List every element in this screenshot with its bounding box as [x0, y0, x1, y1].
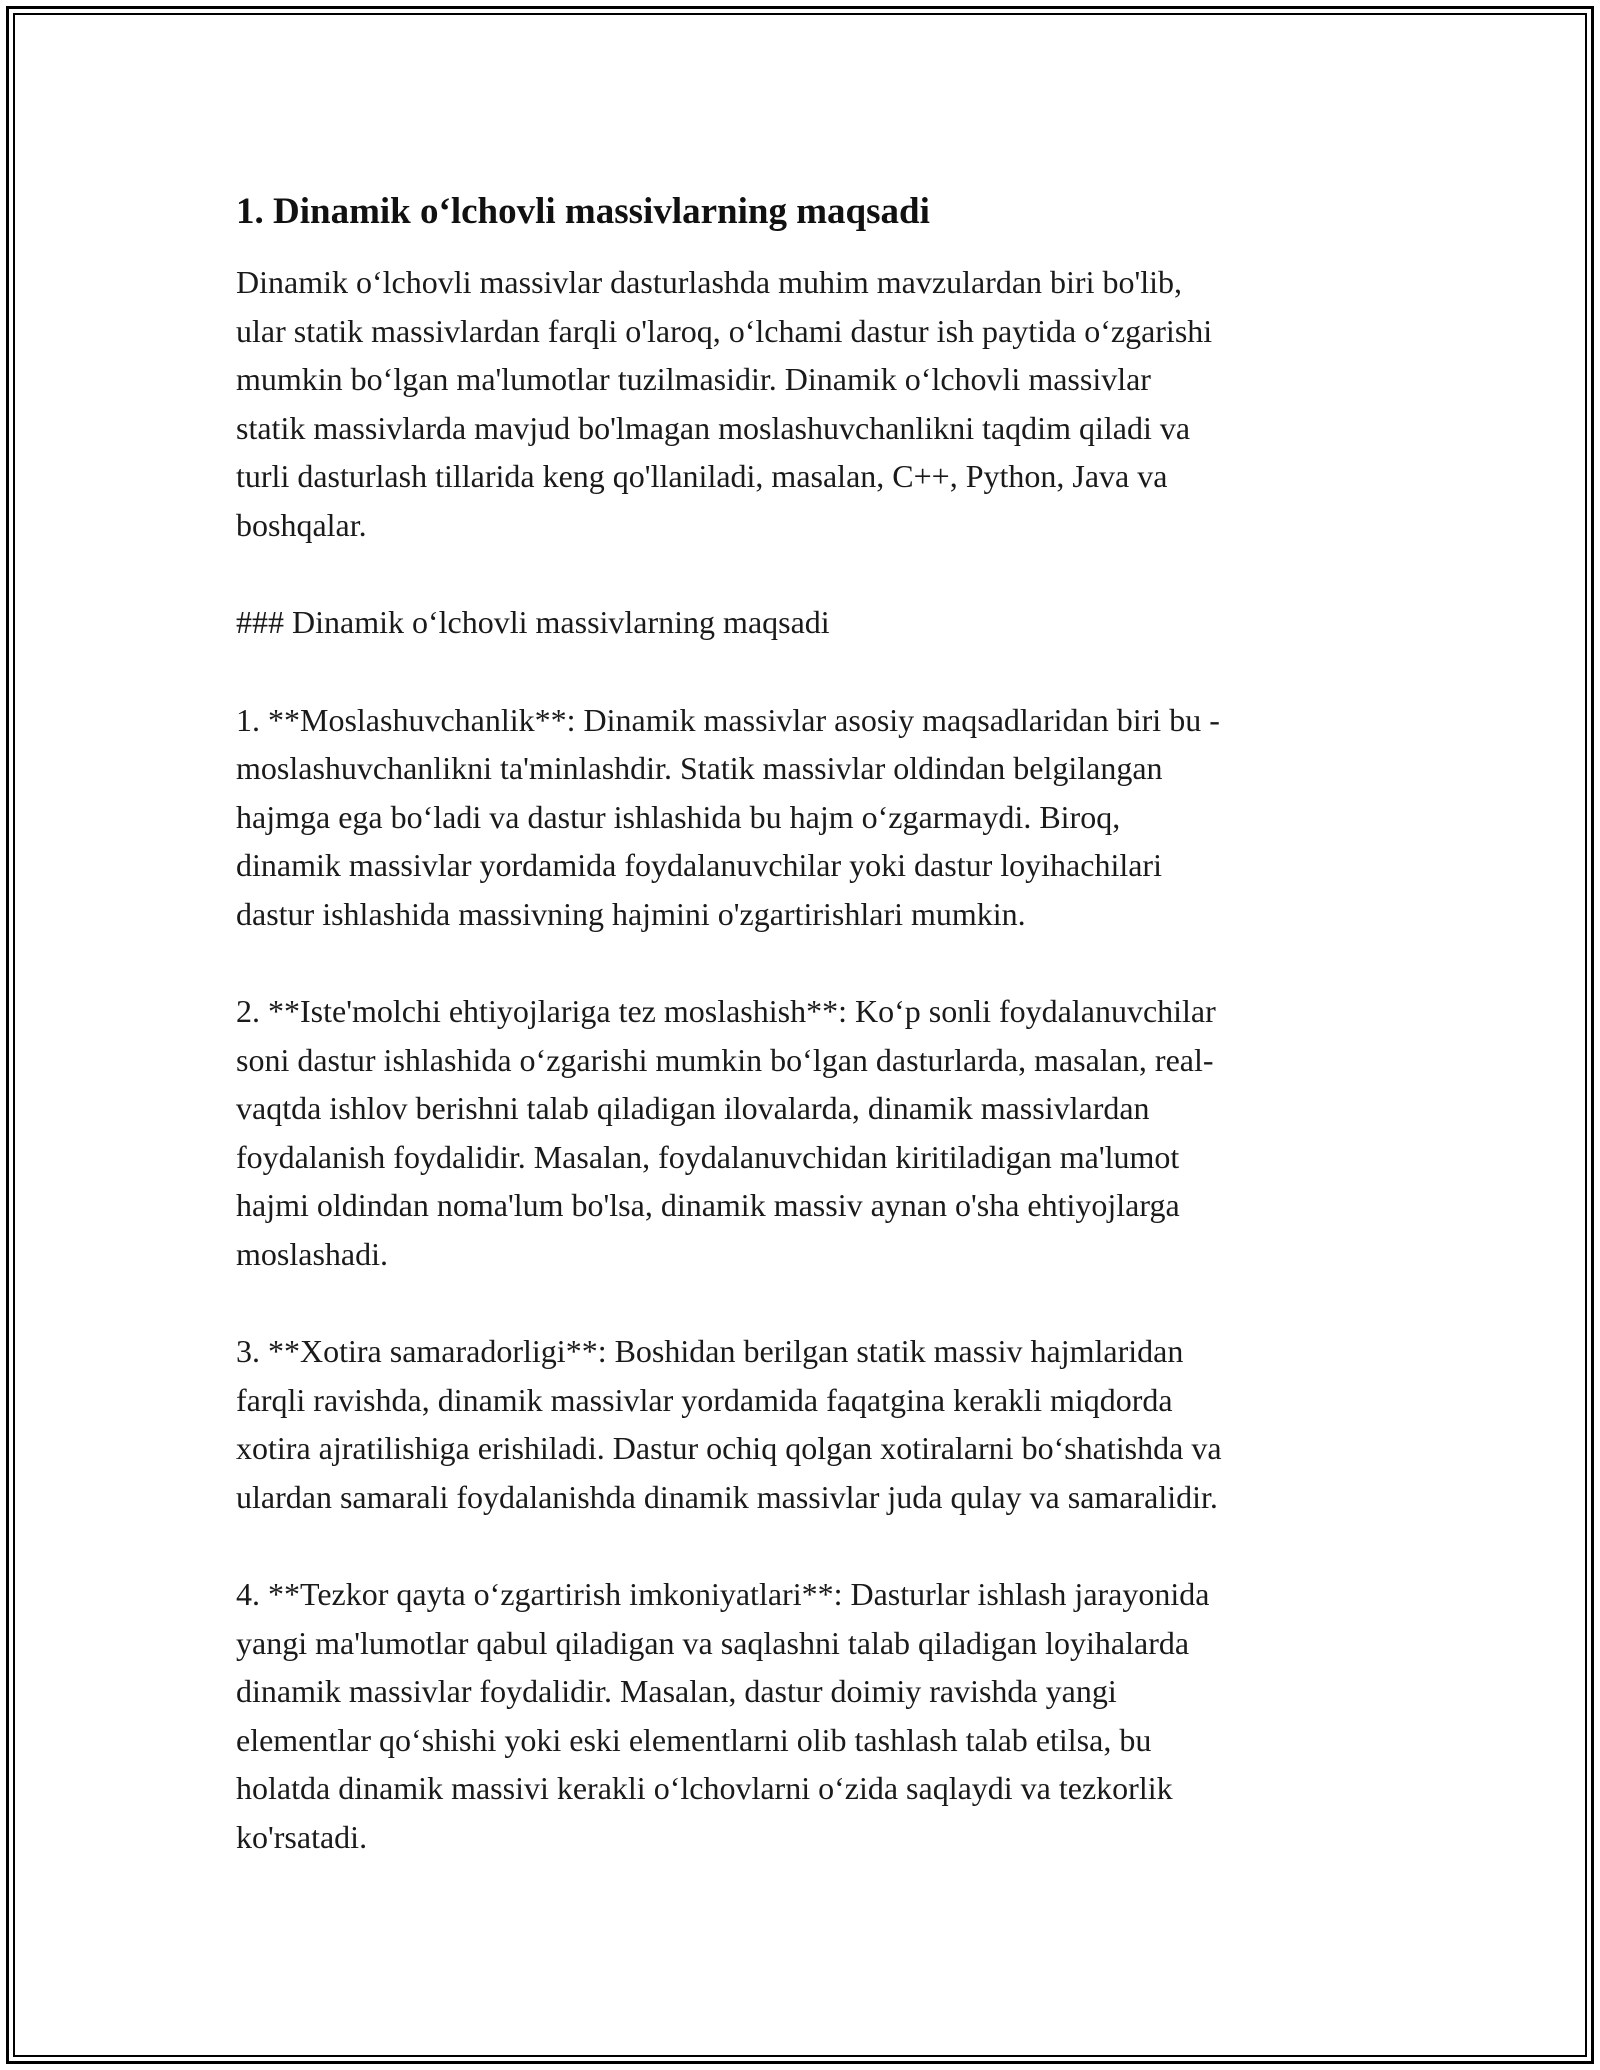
text-line: farqli ravishda, dinamik massivlar yordamida faqatgina kerakli miqdorda: [236, 1381, 1173, 1418]
text-line: xotira ajratilishiga erishiladi. Dastur ochiq qolgan xotiralarni bo‘shatishda va: [236, 1430, 1222, 1466]
text-line: 4. **Tezkor qayta o‘zgartirish imkoniyatlari**: Dasturlar ishlash jarayonida: [236, 1576, 1210, 1612]
text-line: dastur ishlashida massivning hajmini o'zgartirishlari mumkin.: [236, 895, 1026, 932]
text-line: moslashadi.: [236, 1235, 388, 1272]
text-line: ### Dinamik o‘lchovli massivlarning maqsadi: [236, 604, 830, 640]
text-line: foydalanish foydalidir. Masalan, foydalanuvchidan kiritiladigan ma'lumot: [236, 1138, 1180, 1175]
text-line: boshqalar.: [236, 506, 367, 543]
text-line: mumkin bo‘lgan ma'lumotlar tuzilmasidir. Dinamik o‘lchovli massivlar: [236, 361, 1151, 397]
text-line: elementlar qo‘shishi yoki eski elementlarni olib tashlash talab etilsa, bu: [236, 1721, 1152, 1758]
text-line: turli dasturlash tillarida keng qo'llaniladi, masalan, C++, Python, Java va: [236, 458, 1168, 494]
document-body: [236, 186, 1386, 1910]
list-item-paragraph-4: [236, 1570, 1386, 1861]
text-line: ular statik massivlardan farqli o'laroq, o‘lchami dastur ish paytida o‘zgarishi: [236, 312, 1213, 349]
text-line: hajmga ega bo‘ladi va dastur ishlashida bu hajm o‘zgarmaydi. Biroq,: [236, 798, 1121, 835]
text-line: 2. **Iste'molchi ehtiyojlariga tez moslashish**: Ko‘p sonli foydalanuvchilar: [236, 993, 1216, 1029]
text-line: yangi ma'lumotlar qabul qiladigan va saqlashni talab qiladigan loyihalarda: [236, 1624, 1190, 1661]
list-item-paragraph-3: [236, 1327, 1386, 1521]
text-line: statik massivlarda mavjud bo'lmagan moslashuvchanlikni taqdim qiladi va: [236, 409, 1191, 446]
text-line: soni dastur ishlashida o‘zgarishi mumkin bo‘lgan dasturlarda, masalan, real-: [236, 1041, 1214, 1078]
text-line: 1. **Moslashuvchanlik**: Dinamik massivlar asosiy maqsadlaridan biri bu -: [236, 701, 1220, 738]
intro-paragraph: [236, 258, 1386, 549]
text-line: ko'rsatadi.: [236, 1818, 368, 1855]
list-item-paragraph-2: [236, 987, 1386, 1278]
list-item-paragraph-1: [236, 696, 1386, 939]
text-line: dinamik massivlar foydalidir. Masalan, dastur doimiy ravishda yangi: [236, 1673, 1117, 1709]
text-line: 3. **Xotira samaradorligi**: Boshidan berilgan statik massiv hajmlaridan: [236, 1333, 1184, 1369]
text-line: Dinamik o‘lchovli massivlar dasturlashda muhim mavzulardan biri bo'lib,: [236, 264, 1183, 300]
text-line: holatda dinamik massivi kerakli o‘lchovlarni o‘zida saqlaydi va tezkorlik: [236, 1770, 1173, 1806]
text-line: dinamik massivlar yordamida foydalanuvchilar yoki dastur loyihachilari: [236, 847, 1162, 883]
section-heading: 1. Dinamik o‘lchovli massivlarning maqsadi: [236, 191, 930, 232]
text-line: moslashuvchanlikni ta'minlashdir. Statik massivlar oldindan belgilangan: [236, 750, 1163, 786]
text-line: vaqtda ishlov berishni talab qiladigan ilovalarda, dinamik massivlardan: [236, 1090, 1150, 1126]
text-line: hajmi oldindan noma'lum bo'lsa, dinamik massiv aynan o'sha ehtiyojlarga: [236, 1187, 1180, 1223]
text-line: ulardan samarali foydalanishda dinamik massivlar juda qulay va samaralidir.: [236, 1478, 1218, 1515]
subheading-paragraph: [236, 598, 1386, 647]
